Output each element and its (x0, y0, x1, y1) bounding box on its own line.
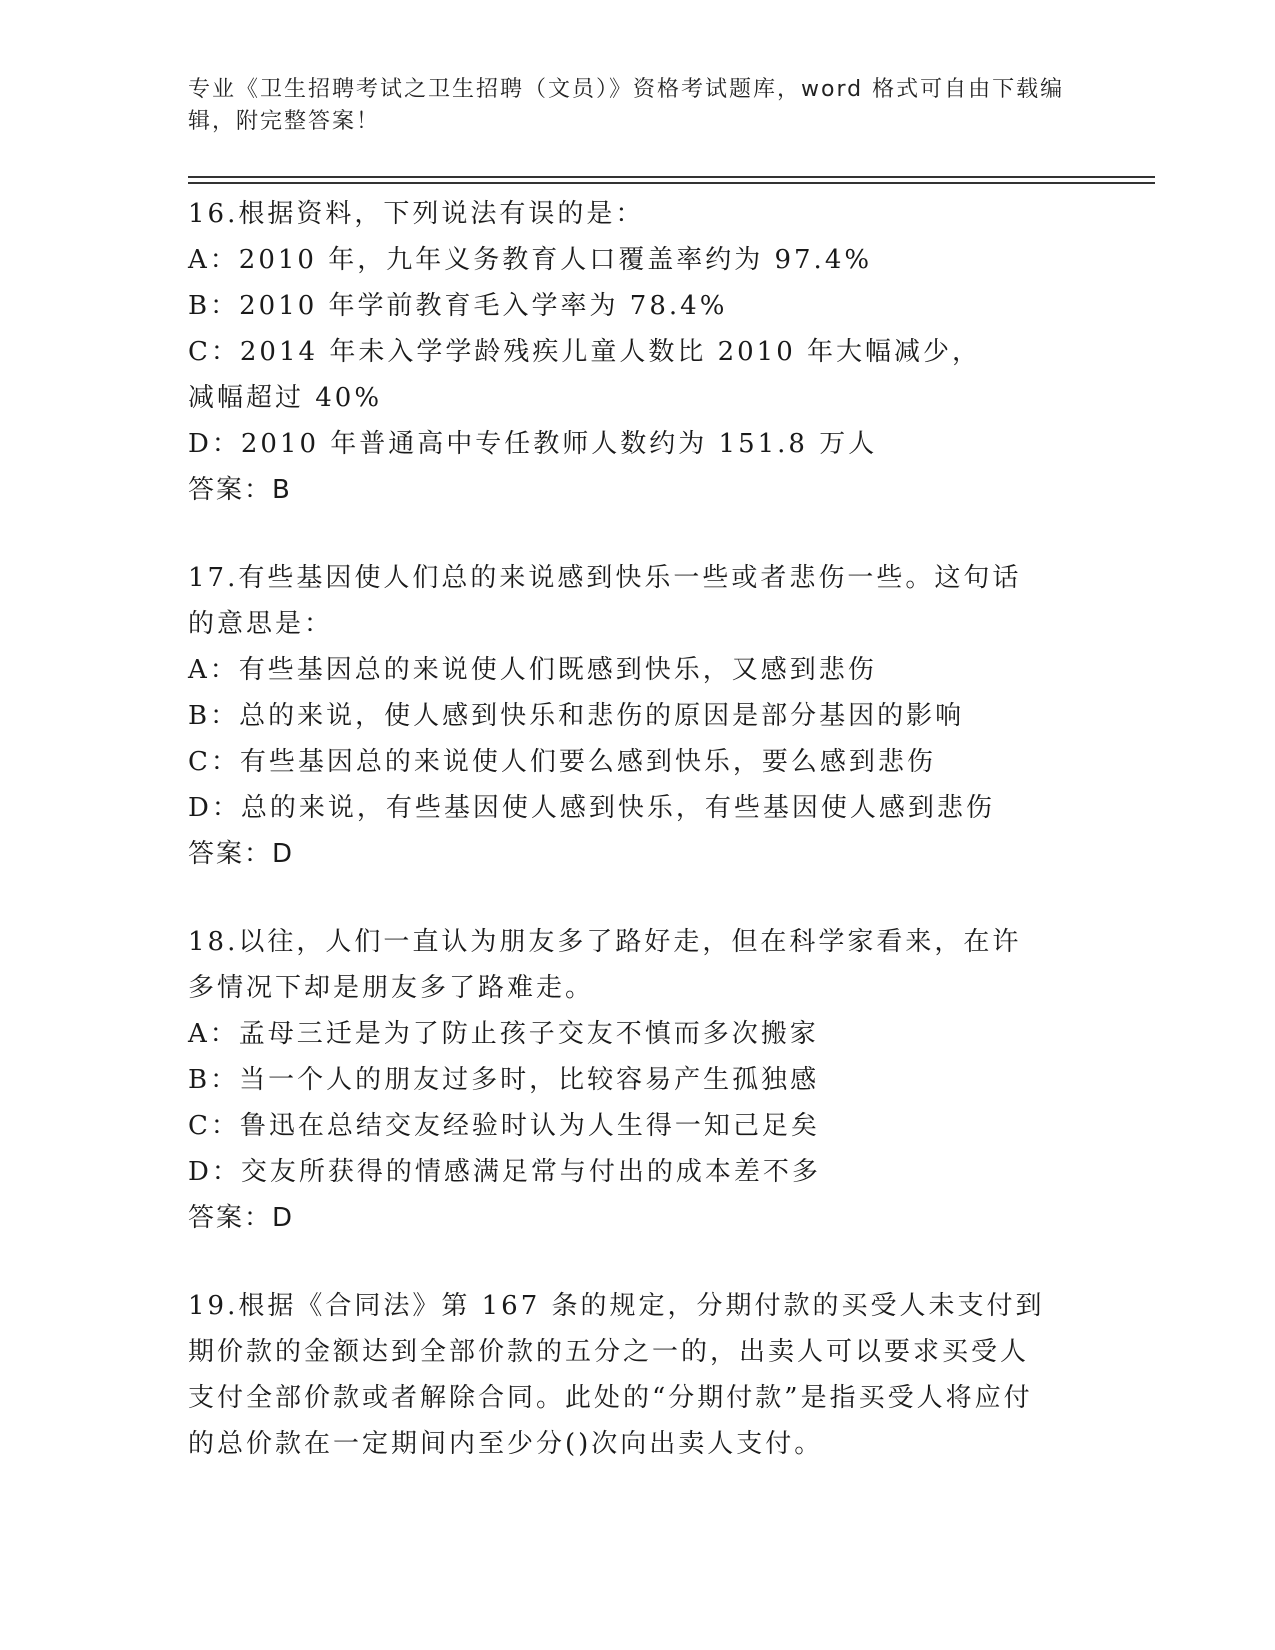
question-stem: 18.以往，人们一直认为朋友多了路好走，但在科学家看来，在许多情况下却是朋友多了路难走。 (188, 927, 1022, 1003)
option-d: D：2010 年普通高中专任教师人数约为 151.8 万人 (188, 429, 878, 459)
option-c: C：鲁迅在总结交友经验时认为人生得一知己足矣 (188, 1111, 820, 1141)
question-16 (188, 191, 1088, 513)
question-stem: 19.根据《合同法》第 167 条的规定，分期付款的买受人未支付到期价款的金额达到全部价款的五分之一的，出卖人可以要求买受人支付全部价款或者解除合同。此处的“分期付款”是指买受人将应付的总价款在一定期间内至少分()次向出卖人支付。 (188, 1291, 1045, 1459)
header-rule-top (188, 176, 1155, 178)
option-a: A：有些基因总的来说使人们既感到快乐，又感到悲伤 (188, 655, 877, 685)
option-c: C：2014 年未入学学龄残疾儿童人数比 2010 年大幅减少，减幅超过 40% (188, 337, 982, 413)
question-list (188, 191, 1088, 1509)
question-19 (188, 1283, 1088, 1467)
option-b: B：2010 年学前教育毛入学率为 78.4% (188, 291, 728, 321)
document-header: 专业《卫生招聘考试之卫生招聘（文员）》资格考试题库，word 格式可自由下载编辑，附完整答案！ (188, 77, 1065, 134)
option-a: A：2010 年，九年义务教育人口覆盖率约为 97.4% (188, 245, 873, 275)
option-b: B：当一个人的朋友过多时，比较容易产生孤独感 (188, 1065, 820, 1095)
question-17 (188, 555, 1088, 877)
option-b: B：总的来说，使人感到快乐和悲伤的原因是部分基因的影响 (188, 701, 965, 731)
answer: 答案：D (188, 1203, 295, 1233)
answer: 答案：B (188, 475, 292, 505)
answer: 答案：D (188, 839, 295, 869)
option-a: A：孟母三迁是为了防止孩子交友不慎而多次搬家 (188, 1019, 819, 1049)
option-d: D：交友所获得的情感满足常与付出的成本差不多 (188, 1157, 821, 1187)
option-c: C：有些基因总的来说使人们要么感到快乐，要么感到悲伤 (188, 747, 936, 777)
question-stem: 16.根据资料，下列说法有误的是： (188, 199, 645, 229)
question-18 (188, 919, 1088, 1241)
question-stem: 17.有些基因使人们总的来说感到快乐一些或者悲伤一些。这句话的意思是： (188, 563, 1022, 639)
option-d: D：总的来说，有些基因使人感到快乐，有些基因使人感到悲伤 (188, 793, 995, 823)
header-rule-bottom (188, 182, 1155, 184)
